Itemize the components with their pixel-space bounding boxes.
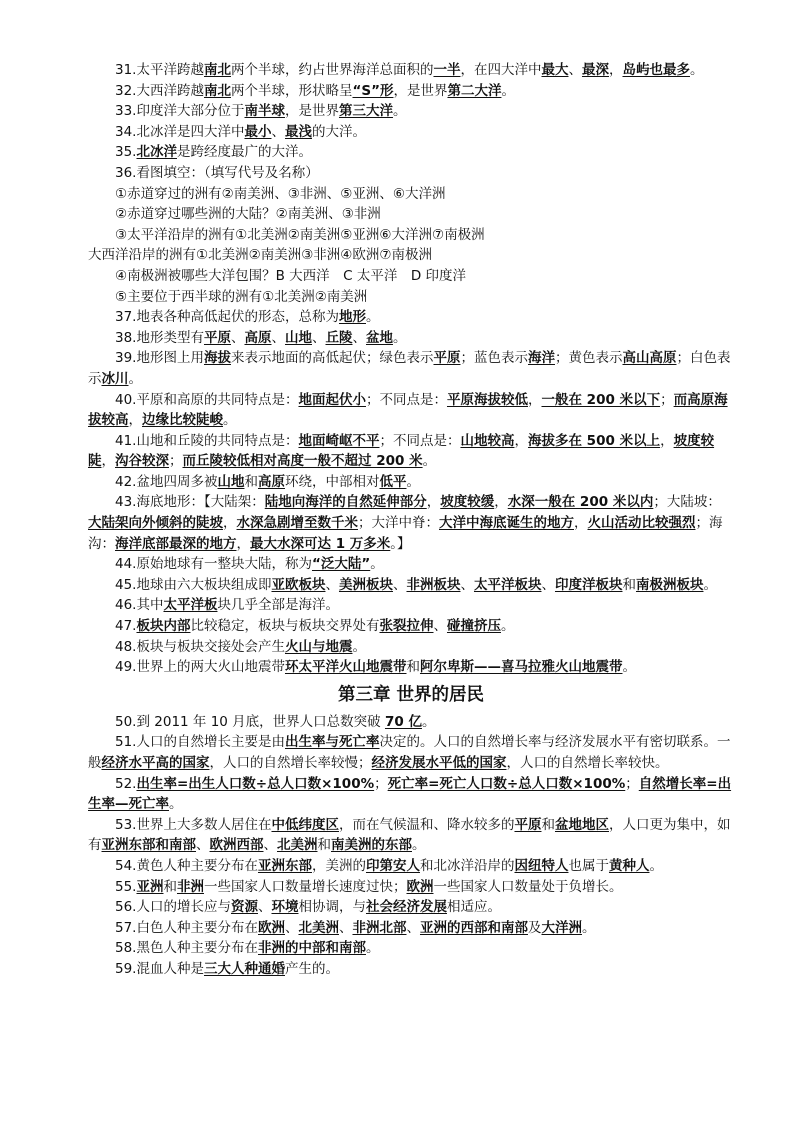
paragraph <box>88 328 734 349</box>
text-run: 也属于 <box>568 857 609 874</box>
answer-text: 海洋底部最深的地方 <box>115 535 237 552</box>
text-run: 。 <box>649 857 663 874</box>
answer-text: 亚欧板块 <box>271 576 326 593</box>
answer-text: 亚洲的西部和南部 <box>419 919 528 936</box>
answer-text: 海洋 <box>527 350 555 367</box>
answer-text: 南北 <box>203 62 231 78</box>
text-run: 大西洋沿岸的洲有①北美洲②南美洲③非洲④欧洲⑦南极洲 <box>88 247 433 264</box>
answer-text: 欧洲 <box>257 919 285 936</box>
paragraph <box>88 897 734 918</box>
text-run: 。 <box>500 618 515 635</box>
text-run: 。 <box>622 659 636 676</box>
text-run: 的大洋。 <box>311 123 366 140</box>
answer-text: 北美洲 <box>277 837 318 854</box>
text-run: 、 <box>271 123 285 140</box>
text-run: ， <box>101 453 115 470</box>
text-run: 、 <box>230 329 245 346</box>
text-run: 、 <box>433 618 447 635</box>
paragraph <box>88 348 734 389</box>
text-run: 、 <box>568 62 582 78</box>
text-run: ⑤主要位于西半球的洲有①北美洲②南美洲 <box>115 288 368 305</box>
text-run: 59.混血人种是 <box>115 960 204 977</box>
paragraph <box>88 122 734 143</box>
paragraph <box>88 81 734 102</box>
answer-text: 因纽特人 <box>514 857 569 874</box>
text-run: 。 <box>392 329 407 346</box>
text-run: 、 <box>257 899 272 916</box>
text-run: ；不同点是： <box>365 391 447 408</box>
text-run: ；不同点是： <box>379 432 461 449</box>
text-run: ；大陆坡： <box>653 494 721 511</box>
text-run: 。 <box>422 453 437 470</box>
paragraph <box>88 959 734 980</box>
text-run: 、 <box>352 329 366 346</box>
text-run: ， <box>426 494 441 511</box>
answer-text: 张裂拉伸 <box>379 618 434 635</box>
text-run: 、 <box>284 919 299 936</box>
text-run: ；蓝色表示 <box>460 350 528 367</box>
text-run: 和 <box>541 816 555 833</box>
answer-text: 非洲的中部和南部 <box>257 940 366 957</box>
text-run: ④南极洲被哪些大洋包围？B 大西洋 C 太平洋 D 印度洋 <box>115 267 467 284</box>
answer-text: 南极洲板块 <box>635 576 704 593</box>
text-run: ，人口更为集中，如有 <box>88 816 731 854</box>
answer-text: 岛屿也最多 <box>622 62 690 78</box>
paragraph <box>88 595 734 616</box>
text-run: 。 <box>223 412 237 429</box>
text-run: 41.山地和丘陵的共同特点是： <box>115 432 299 449</box>
text-run: ，是世界 <box>284 103 339 120</box>
answer-text: “S”形 <box>352 82 394 99</box>
answer-text: 70 亿 <box>384 713 422 730</box>
answer-text: 大洋洲 <box>541 919 582 936</box>
answer-text: 平原海拔较低 <box>446 391 528 408</box>
paragraph <box>88 877 734 898</box>
answer-text: 山地 <box>217 473 245 490</box>
answer-text: 中低纬度区 <box>271 816 339 833</box>
paragraph <box>88 815 734 856</box>
text-run: ； <box>169 453 183 470</box>
answer-text: 一般在 200 米以下 <box>541 391 661 408</box>
text-run: ， <box>514 432 528 449</box>
text-run: 。 <box>169 796 183 813</box>
text-run: 。 <box>406 473 420 490</box>
answer-text: 最大水深可达 1 万多米 <box>250 535 391 552</box>
text-run: 38.地形类型有 <box>115 329 204 346</box>
text-run: 40.平原和高原的共同特点是： <box>115 391 299 408</box>
text-run: 。 <box>421 713 436 730</box>
answer-text: 一半 <box>433 62 461 78</box>
text-run: 52. <box>115 775 137 792</box>
answer-text: 大洋中海底诞生的地方 <box>439 515 574 532</box>
answer-text: 大陆架向外倾斜的陡坡 <box>88 515 223 532</box>
text-run: ，人口的自然增长率较慢； <box>209 755 372 771</box>
paragraph <box>88 554 734 575</box>
answer-text: 社会经济发展 <box>365 899 447 916</box>
text-run: ③太平洋沿岸的洲有①北美洲②南美洲⑤亚洲⑥大洋洲⑦南极洲 <box>115 226 485 243</box>
text-run: ， <box>236 535 250 552</box>
text-run: ①赤道穿过的洲有②南美洲、③非洲、⑤亚洲、⑥大洋洲 <box>115 185 446 202</box>
answer-text: 非洲北部 <box>352 919 407 936</box>
text-run: 及 <box>527 919 542 936</box>
text-run: 36.看图填空：（填写代号及名称） <box>115 164 319 181</box>
text-run: 产生的。 <box>284 960 339 977</box>
paragraph <box>88 657 734 678</box>
text-run: 、 <box>196 837 210 854</box>
paragraph <box>88 204 734 225</box>
answer-text: 亚洲 <box>136 878 164 895</box>
text-run: 块几乎全部是海洋。 <box>217 597 339 614</box>
text-run: 。 <box>365 940 380 957</box>
text-run: 来表示地面的高低起伏；绿色表示 <box>230 350 434 367</box>
text-run: ， <box>608 62 623 78</box>
text-run: 和 <box>317 837 331 854</box>
document-body <box>88 60 734 980</box>
answer-text: 最小 <box>244 123 272 140</box>
answer-text: 地面崎岖不平 <box>298 432 380 449</box>
text-run: 33.印度洋大部分位于 <box>115 103 245 120</box>
text-run: 34.北冰洋是四大洋中 <box>115 123 245 140</box>
text-run: ， <box>494 494 508 511</box>
text-run: 48.板块与板块交接处会产生 <box>115 638 285 655</box>
answer-text: 坡度较缓 <box>440 494 495 511</box>
answer-text: “泛大陆” <box>311 556 371 573</box>
text-run: 和 <box>244 473 258 490</box>
answer-text: 南半球 <box>244 103 285 120</box>
answer-text: 出生率=出生人口数÷总人口数×100% <box>136 775 375 792</box>
text-run: 和 <box>622 576 636 593</box>
text-run: ；白色表示 <box>88 350 731 387</box>
paragraph <box>88 266 734 287</box>
text-run: 47. <box>115 618 137 635</box>
answer-text: 黄种人 <box>608 857 650 874</box>
text-run: 39.地形图上用 <box>115 350 204 367</box>
text-run: 相协调，与 <box>298 899 366 916</box>
text-run: 。 <box>370 556 384 573</box>
text-run: 、 <box>311 329 326 346</box>
text-run: 决定的。人口的自然增长率与经济发展水平有密切联系。一般 <box>88 734 731 771</box>
answer-text: 最大 <box>541 62 569 78</box>
answer-text: 太平洋板块 <box>473 576 542 593</box>
text-run: 51.人口的自然增长主要是由 <box>115 734 285 751</box>
text-run: 。 <box>128 370 142 387</box>
text-run: ，而在气候温和、降水较多的 <box>338 816 515 833</box>
paragraph <box>88 472 734 493</box>
text-run: 55. <box>115 878 137 895</box>
text-run: ；大洋中脊： <box>358 515 439 532</box>
text-run: 53.世界上大多数人居住在 <box>115 816 272 833</box>
paragraph <box>88 918 734 939</box>
text-run: 56.人口的增长应与 <box>115 899 231 916</box>
text-run: 。 <box>412 837 426 854</box>
text-run: ， <box>527 391 542 408</box>
text-run: 58.黑色人种主要分布在 <box>115 940 258 957</box>
answer-text: 美洲板块 <box>338 576 393 593</box>
answer-text: 非洲板块 <box>406 576 461 593</box>
chapter-heading: 第三章 世界的居民 <box>337 684 485 705</box>
answer-text: 高原 <box>244 329 272 346</box>
paragraph <box>88 431 734 472</box>
text-run: 一些国家人口数量处于负增长。 <box>433 878 623 895</box>
text-run: ； <box>625 775 639 792</box>
answer-text: 平原 <box>433 350 461 367</box>
text-run: 31.太平洋跨越 <box>115 62 204 78</box>
answer-text: 海拔 <box>203 350 231 367</box>
paragraph <box>88 60 734 81</box>
answer-text: 三大人种通婚 <box>203 960 285 977</box>
paragraph <box>88 163 734 184</box>
text-run: ，在四大洋中 <box>460 62 542 78</box>
answer-text: 死亡率=死亡人口数÷总人口数×100% <box>387 775 626 792</box>
answer-text: 碰撞挤压 <box>446 618 501 635</box>
text-run: 是跨经度最广的大洋。 <box>176 144 312 161</box>
text-run: ，美洲的 <box>311 857 366 874</box>
text-run: 比较稳定，板块与板块交界处有 <box>190 618 380 635</box>
text-run: 、 <box>392 576 407 593</box>
answer-text: 最浅 <box>284 123 312 140</box>
text-run: 35. <box>115 144 137 161</box>
text-run: 、 <box>325 576 339 593</box>
answer-text: 第二大洋 <box>447 82 502 99</box>
paragraph <box>88 492 734 554</box>
answer-text: 而高原海拔较高 <box>88 391 728 429</box>
answer-text: 经济发展水平低的国家 <box>371 755 507 771</box>
text-run: ②赤道穿过哪些洲的大陆？②南美洲、③非洲 <box>115 206 381 223</box>
paragraph <box>88 245 734 266</box>
answer-text: 高原 <box>257 473 285 490</box>
text-run: 。 <box>392 103 407 120</box>
text-run: 54.黄色人种主要分布在 <box>115 857 258 874</box>
paragraph <box>88 390 734 431</box>
text-run: ， <box>223 515 237 532</box>
text-run: 44.原始地球有一整块大陆，称为 <box>115 556 312 573</box>
section-chapter-3-items <box>88 712 734 980</box>
answer-text: 最深 <box>581 62 609 78</box>
text-run: ，是世界 <box>393 82 448 99</box>
paragraph <box>88 575 734 596</box>
text-run: ， <box>574 515 588 532</box>
text-run: 。 <box>689 62 704 78</box>
answer-text: 经济水平高的国家 <box>101 755 210 771</box>
text-run: 两个半球，形状略呈 <box>230 82 353 99</box>
answer-text: 印第安人 <box>365 857 420 874</box>
text-run: 和北冰洋沿岸的 <box>419 857 515 874</box>
answer-text: 阿尔卑斯——喜马拉雅火山地震带 <box>419 659 623 676</box>
paragraph <box>88 307 734 328</box>
text-run: 。 <box>365 309 380 326</box>
answer-text: 盆地地区 <box>554 816 609 833</box>
text-run: 32.大西洋跨越 <box>115 82 204 99</box>
answer-text: 亚洲东部和南部 <box>101 837 196 854</box>
answer-text: 环太平洋火山地震带 <box>284 659 407 676</box>
paragraph <box>88 184 734 205</box>
answer-text: 环境 <box>271 899 299 916</box>
answer-text: 水深一般在 200 米以内 <box>507 494 654 511</box>
text-run: ， <box>660 432 674 449</box>
answer-text: 资源 <box>230 899 258 916</box>
answer-text: 北冰洋 <box>136 144 177 161</box>
paragraph <box>88 287 734 308</box>
text-run: 、 <box>263 837 277 854</box>
answer-text: 欧洲 <box>406 878 434 895</box>
answer-text: 欧洲西部 <box>209 837 264 854</box>
text-run: 、 <box>460 576 474 593</box>
paragraph <box>88 637 734 658</box>
answer-text: 地面起伏小 <box>298 391 366 408</box>
answer-text: 高山高原 <box>622 350 677 367</box>
paragraph <box>88 856 734 877</box>
section-chapter-2-items <box>88 60 734 678</box>
answer-text: 印度洋板块 <box>554 576 623 593</box>
answer-text: 边缘比较陡峻 <box>142 412 223 429</box>
text-run: 、 <box>338 919 353 936</box>
answer-text: 水深急剧增至数千米 <box>236 515 358 532</box>
paragraph <box>88 732 734 773</box>
answer-text: 板块内部 <box>136 618 191 635</box>
paragraph <box>88 142 734 163</box>
text-run: 。】 <box>390 535 411 552</box>
text-run: 42.盆地四周多被 <box>115 473 218 490</box>
answer-text: 火山与地震 <box>284 638 353 655</box>
answer-text: 坡度较陡 <box>88 432 715 470</box>
text-run: 和 <box>163 878 177 895</box>
answer-text: 非洲 <box>176 878 204 895</box>
text-run: 。 <box>352 638 366 655</box>
answer-text: 海拔多在 500 米以上 <box>527 432 661 449</box>
answer-text: 山地 <box>284 329 312 346</box>
answer-text: 出生率与死亡率 <box>284 734 380 751</box>
text-run: ；海沟： <box>88 515 723 552</box>
paragraph <box>88 938 734 959</box>
text-run: 43.海底地形：【大陆架： <box>115 494 265 511</box>
paragraph <box>88 101 734 122</box>
paragraph <box>88 712 734 733</box>
text-run: ；黄色表示 <box>554 350 623 367</box>
answer-text: 第三大洋 <box>338 103 393 120</box>
answer-text: 火山活动比较强烈 <box>587 515 696 532</box>
text-run: 、 <box>271 329 285 346</box>
answer-text: 平原 <box>203 329 231 346</box>
text-run: 57.白色人种主要分布在 <box>115 919 258 936</box>
text-run: 。 <box>501 82 515 99</box>
paragraph <box>88 774 734 815</box>
text-run: 。 <box>581 919 596 936</box>
answer-text: 北美洲 <box>298 919 339 936</box>
answer-text: 沟谷较深 <box>115 453 169 470</box>
answer-text: 南美洲的东部 <box>331 837 412 854</box>
text-run: 50.到 2011 年 10 月底，世界人口总数突破 <box>115 713 385 730</box>
text-run: 37.地表各种高低起伏的形态，总称为 <box>115 309 339 326</box>
text-run: 相适应。 <box>446 899 501 916</box>
answer-text: 低平 <box>379 473 407 490</box>
answer-text: 地形 <box>338 309 366 326</box>
paragraph <box>88 616 734 637</box>
text-run: 、 <box>406 919 420 936</box>
paragraph <box>88 225 734 246</box>
text-run: 两个半球，约占世界海洋总面积的 <box>230 62 434 78</box>
answer-text: 山地较高 <box>460 432 515 449</box>
text-run: 环绕，中部相对 <box>284 473 380 490</box>
text-run: 、 <box>541 576 555 593</box>
text-run: ； <box>374 775 388 792</box>
answer-text: 冰川 <box>101 370 129 387</box>
answer-text: 平原 <box>514 816 542 833</box>
answer-text: 而丘陵较低相对高度一般不超过 200 米 <box>182 453 423 470</box>
text-run: 46.其中 <box>115 597 164 614</box>
answer-text: 盆地 <box>365 329 393 346</box>
text-run: 。 <box>703 576 717 593</box>
text-run: 45.地球由六大板块组成即 <box>115 576 272 593</box>
text-run: ， <box>128 412 142 429</box>
text-run: 49.世界上的两大火山地震带 <box>115 659 285 676</box>
answer-text: 太平洋板 <box>163 597 218 614</box>
text-run: 和 <box>406 659 420 676</box>
text-run: 一些国家人口数量增长速度过快； <box>203 878 407 895</box>
answer-text: 丘陵 <box>325 329 353 346</box>
text-run: ，人口的自然增长率较快。 <box>506 755 669 771</box>
answer-text: 南北 <box>203 82 231 99</box>
answer-text: 亚洲东部 <box>257 857 312 874</box>
text-run: ； <box>660 391 674 408</box>
answer-text: 自然增长率=出生率—死亡率 <box>88 775 732 813</box>
answer-text: 陆地向海洋的自然延伸部分 <box>264 494 427 511</box>
